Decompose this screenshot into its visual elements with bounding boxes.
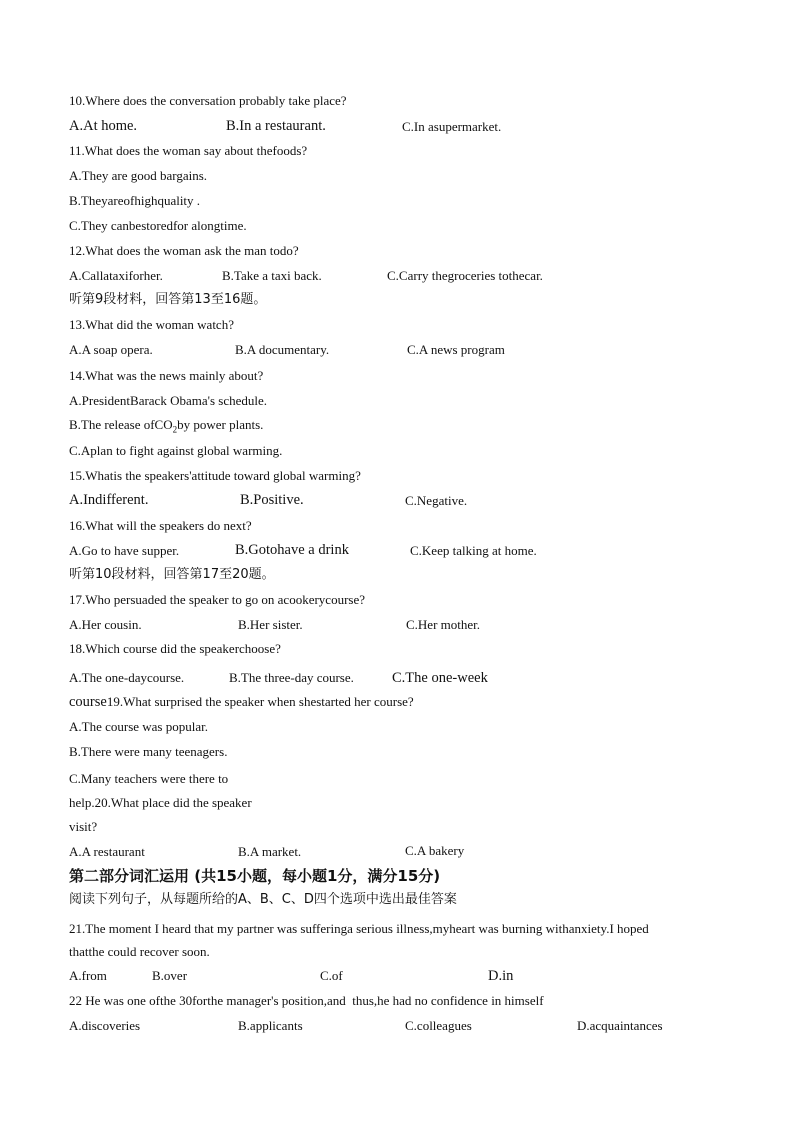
question-20-option-b: B.A market. <box>238 844 302 859</box>
question-14-option-a: A.PresidentBarack Obama's schedule. <box>69 393 268 408</box>
question-17-option-c: C.Her mother. <box>406 617 481 632</box>
question-21-stem-continued: thatthe could recover soon. <box>69 944 210 959</box>
question-18-option-c: C.The one-week <box>392 670 488 686</box>
question-14-option-c: C.Aplan to fight against global warming. <box>69 443 283 458</box>
question-19-stem: 19.What surprised the speaker when shestarted her course? <box>106 694 414 709</box>
question-21-option-a: A.from <box>69 968 107 983</box>
question-12-option-b: B.Take a taxi back. <box>222 268 322 283</box>
question-22-option-a: A.discoveries <box>69 1018 141 1033</box>
question-15-option-c: C.Negative. <box>405 493 468 508</box>
question-18-option-c-continued: course <box>69 694 107 710</box>
question-16-option-a: A.Go to have supper. <box>69 543 180 558</box>
question-11-stem: 11.What does the woman say about thefoods? <box>69 143 308 158</box>
question-20-option-c: C.A bakery <box>405 843 465 858</box>
question-13-option-c: C.A news program <box>407 342 505 357</box>
question-12-option-a: A.Callataxiforher. <box>69 268 163 283</box>
question-21-stem: 21.The moment I heard that my partner was sufferinga serious illness,myheart was burning withanxiety.I hoped <box>69 921 649 936</box>
question-10-option-c: C.In asupermarket. <box>402 119 502 134</box>
question-10-option-a: A.At home. <box>69 118 138 134</box>
question-11-option-a: A.They are good bargains. <box>69 168 208 183</box>
question-19-option-c: C.Many teachers were there to <box>69 771 229 786</box>
question-14-option-b-tail: by power plants. <box>177 417 264 432</box>
question-13-option-b: B.A documentary. <box>235 342 330 357</box>
question-11-option-b: B.Theyareofhighquality . <box>69 193 201 208</box>
question-18-option-b: B.The three-day course. <box>229 670 354 685</box>
section-9-instruction: 听第9段材料，回答第13至16题。 <box>69 292 267 307</box>
question-18-stem: 18.Which course did the speakerchoose? <box>69 641 281 656</box>
question-13-option-a: A.A soap opera. <box>69 342 153 357</box>
question-20-stem: 20.What place did the speaker <box>94 795 252 810</box>
question-17-stem: 17.Who persuaded the speaker to go on acookerycourse? <box>69 592 365 607</box>
question-19-option-c-continued: help. <box>69 795 95 810</box>
question-21-option-b: B.over <box>152 968 188 983</box>
question-20-stem-continued: visit? <box>69 819 98 834</box>
question-10-option-b: B.In a restaurant. <box>226 118 326 134</box>
subscript-2: 2 <box>172 424 178 435</box>
question-15-stem: 15.Whatis the speakers'attitude toward global warming? <box>69 468 361 483</box>
question-12-stem: 12.What does the woman ask the man todo? <box>69 243 299 258</box>
question-15-option-a: A.Indifferent. <box>69 492 149 508</box>
question-14-option-b <box>69 417 263 433</box>
question-14-stem: 14.What was the news mainly about? <box>69 368 264 383</box>
question-22-option-b: B.applicants <box>238 1018 303 1033</box>
question-19-option-a: A.The course was popular. <box>69 719 208 734</box>
question-17-option-a: A.Her cousin. <box>69 617 142 632</box>
question-22-option-d: D.acquaintances <box>577 1018 663 1033</box>
question-16-option-c: C.Keep talking at home. <box>410 543 537 558</box>
question-15-option-b: B.Positive. <box>240 492 304 508</box>
question-17-option-b: B.Her sister. <box>238 617 303 632</box>
question-19-stem-line <box>69 694 414 710</box>
question-11-option-c: C.They canbestoredfor alongtime. <box>69 218 247 233</box>
question-21-option-c: C.of <box>320 968 343 983</box>
question-20-option-a: A.A restaurant <box>69 844 145 859</box>
question-18-option-a: A.The one-daycourse. <box>69 670 185 685</box>
question-22-stem: 22 He was one ofthe 30forthe manager's position,and thus,he had no confidence in himself <box>69 993 544 1008</box>
question-13-stem: 13.What did the woman watch? <box>69 317 234 332</box>
question-20-stem-line <box>69 795 252 811</box>
question-16-stem: 16.What will the speakers do next? <box>69 518 252 533</box>
section-10-instruction: 听第10段材料，回答第17至20题。 <box>69 567 275 582</box>
question-19-option-b: B.There were many teenagers. <box>69 744 228 759</box>
part-2-heading: 第二部分词汇运用 (共15小题，每小题1分，满分15分) <box>69 867 441 885</box>
question-16-option-b: B.Gotohave a drink <box>235 542 349 558</box>
question-22-option-c: C.colleagues <box>405 1018 472 1033</box>
question-12-option-c: C.Carry thegroceries tothecar. <box>387 268 543 283</box>
question-14-option-b-text: B.The release ofCO <box>69 417 173 432</box>
question-10-stem: 10.Where does the conversation probably take place? <box>69 93 347 108</box>
question-21-option-d: D.in <box>488 968 514 984</box>
part-2-instruction: 阅读下列句子，从每题所给的A、B、C、D四个选项中选出最佳答案 <box>69 892 457 907</box>
